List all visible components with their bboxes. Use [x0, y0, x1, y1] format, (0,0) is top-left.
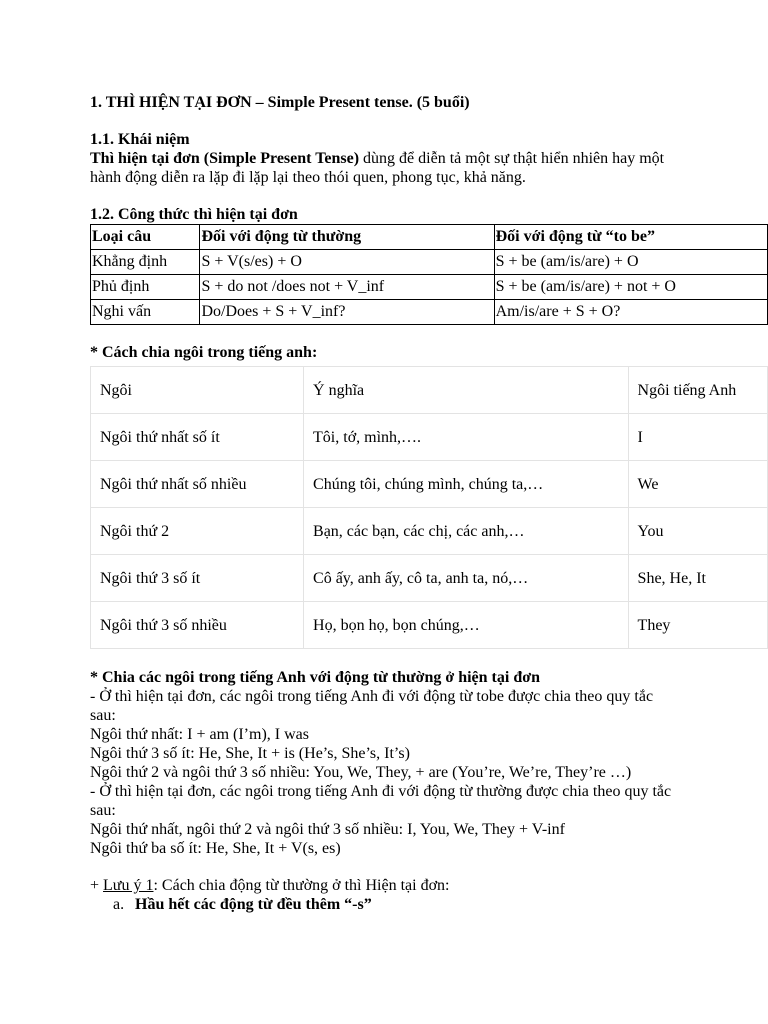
conjugation-line: Ngôi thứ nhất: I + am (I’m), I was	[90, 726, 309, 743]
concept-bold: Thì hiện tại đơn (Simple Present Tense)	[90, 150, 360, 167]
note-text: : Cách chia động từ thường ở thì Hiện tại đơn:	[153, 877, 450, 894]
formula-table	[90, 224, 768, 325]
table-header-cell: Đối với động từ thường	[200, 225, 494, 250]
table-cell: Tôi, tớ, mình,….	[304, 414, 629, 461]
note-line	[90, 876, 768, 895]
conjugation-title: * Chia các ngôi trong tiếng Anh với động từ thường ở hiện tại đơn	[90, 669, 540, 686]
table-header-cell: Ngôi tiếng Anh	[628, 367, 767, 414]
section-heading: 1. THÌ HIỆN TẠI ĐƠN – Simple Present tense. (5 buổi)	[90, 94, 470, 111]
table-cell: Ngôi thứ 3 số ít	[91, 555, 304, 602]
conjugation-body	[90, 687, 675, 858]
table-row	[91, 555, 768, 602]
pronoun-table	[90, 366, 768, 649]
table-cell: Khẳng định	[91, 250, 200, 275]
table-cell: S + do not /does not + V_inf	[200, 275, 494, 300]
table-cell: Phủ định	[91, 275, 200, 300]
conjugation-line: - Ở thì hiện tại đơn, các ngôi trong tiếng Anh đi với động từ thường được chia theo quy tắc sau:	[90, 783, 672, 819]
note-prefix: +	[90, 877, 104, 894]
table-cell: Chúng tôi, chúng mình, chúng ta,…	[304, 461, 629, 508]
table-header-cell: Loại câu	[91, 225, 200, 250]
table-cell: Do/Does + S + V_inf?	[200, 300, 494, 325]
table-header-row	[91, 367, 768, 414]
table-row	[91, 300, 768, 325]
table-row	[91, 508, 768, 555]
note-label: Lưu ý 1	[103, 877, 154, 894]
table-cell: Nghi vấn	[91, 300, 200, 325]
document-page	[90, 93, 768, 914]
table-cell: Bạn, các bạn, các chị, các anh,…	[304, 508, 629, 555]
conjugation-line: - Ở thì hiện tại đơn, các ngôi trong tiếng Anh đi với động từ tobe được chia theo quy tắc sau:	[90, 688, 654, 724]
concept-paragraph	[90, 149, 690, 187]
table-cell: Am/is/are + S + O?	[494, 300, 767, 325]
table-row	[91, 602, 768, 649]
table-cell: S + V(s/es) + O	[200, 250, 494, 275]
list-marker: a.	[113, 896, 125, 913]
table-cell: Ngôi thứ nhất số nhiều	[91, 461, 304, 508]
table-row	[91, 250, 768, 275]
conjugation-line: Ngôi thứ ba số ít: He, She, It + V(s, es)	[90, 840, 341, 857]
table-cell: S + be (am/is/are) + O	[494, 250, 767, 275]
formula-title: 1.2. Công thức thì hiện tại đơn	[90, 206, 298, 223]
table-cell: She, He, It	[628, 555, 767, 602]
conjugation-line: Ngôi thứ 2 và ngôi thứ 3 số nhiều: You, We, They, + are (You’re, We’re, They’re …)	[90, 764, 632, 781]
concept-title: 1.1. Khái niệm	[90, 131, 190, 148]
table-cell: We	[628, 461, 767, 508]
table-cell: Ngôi thứ 3 số nhiều	[91, 602, 304, 649]
table-row	[91, 414, 768, 461]
table-cell: Cô ấy, anh ấy, cô ta, anh ta, nó,…	[304, 555, 629, 602]
table-header-row	[91, 225, 768, 250]
list-item-text: Hầu hết các động từ đều thêm “-s”	[135, 896, 372, 913]
table-cell: I	[628, 414, 767, 461]
table-cell: They	[628, 602, 767, 649]
table-header-cell: Đối với động từ “to be”	[494, 225, 767, 250]
conjugation-line: Ngôi thứ 3 số ít: He, She, It + is (He’s, She’s, It’s)	[90, 745, 410, 762]
conjugation-line: Ngôi thứ nhất, ngôi thứ 2 và ngôi thứ 3 số nhiều: I, You, We, They + V-inf	[90, 821, 565, 838]
concept-text: dùng để diễn tả một sự thật hiển nhiên hay một hành động diễn ra lặp đi lặp lại theo thói quen, phong tục, khả năng.	[90, 150, 665, 186]
table-cell: Ngôi thứ nhất số ít	[91, 414, 304, 461]
table-cell: Họ, bọn họ, bọn chúng,…	[304, 602, 629, 649]
table-row	[91, 275, 768, 300]
note-list-item	[113, 895, 768, 914]
table-cell: Ngôi thứ 2	[91, 508, 304, 555]
table-header-cell: Ngôi	[91, 367, 304, 414]
pronoun-title: * Cách chia ngôi trong tiếng anh:	[90, 344, 318, 361]
table-cell: S + be (am/is/are) + not + O	[494, 275, 767, 300]
table-header-cell: Ý nghĩa	[304, 367, 629, 414]
table-cell: You	[628, 508, 767, 555]
table-row	[91, 461, 768, 508]
